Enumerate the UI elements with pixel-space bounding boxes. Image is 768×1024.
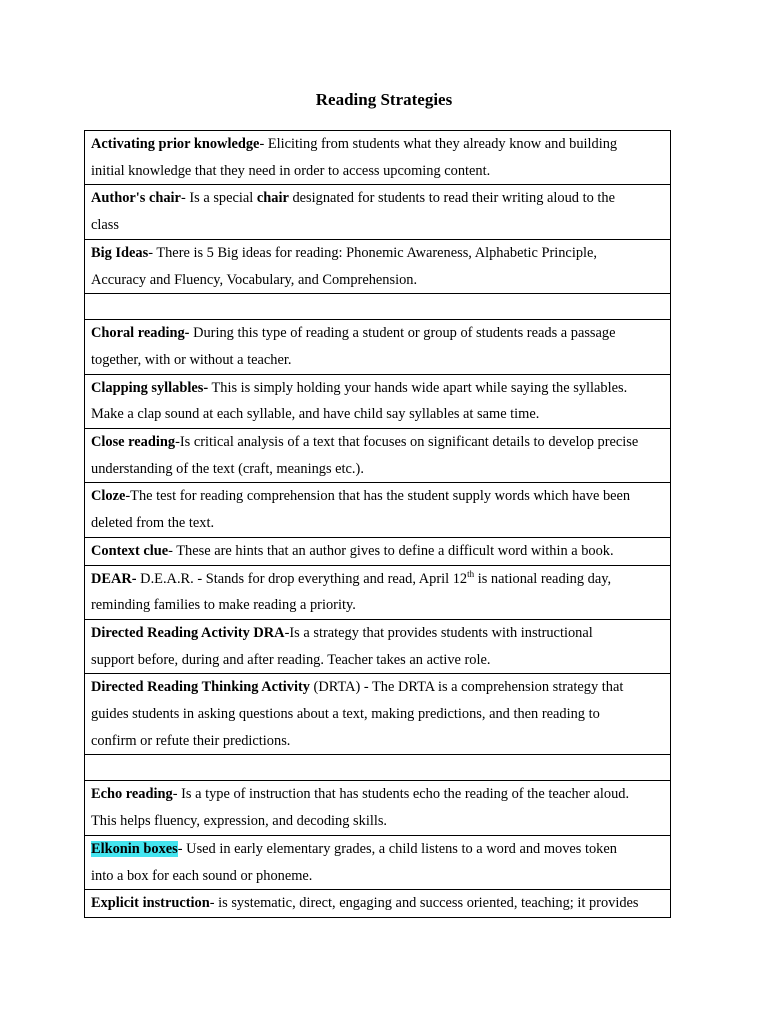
table-row	[85, 320, 671, 374]
table-row	[85, 374, 671, 428]
table-cell	[85, 835, 671, 889]
table-cell	[85, 131, 671, 185]
strategy-term: Explicit instruction	[91, 895, 210, 912]
definition-text: deleted from the text.	[91, 515, 215, 532]
table-cell	[85, 890, 671, 918]
table-row	[85, 131, 671, 185]
bold-word: chair	[256, 190, 289, 207]
table-row	[85, 835, 671, 889]
definition-text: confirm or refute their predictions.	[91, 732, 291, 749]
definition-text: (DRTA) - The DRTA is a comprehension strategy that	[309, 679, 624, 696]
definition-text: D.E.A.R. - Stands for drop everything and read, April 12	[136, 570, 468, 587]
definition-text: together, with or without a teacher.	[91, 351, 292, 368]
definition-text: This helps fluency, expression, and decoding skills.	[91, 813, 388, 830]
table-cell	[85, 565, 671, 619]
strategy-term: Close reading	[91, 434, 176, 451]
table-row	[85, 781, 671, 835]
definition-text: guides students in asking questions about a text, making predictions, and then reading to	[91, 706, 600, 723]
strategy-term: Big Ideas	[91, 244, 149, 261]
definition-text: - Is a special	[180, 190, 257, 207]
definition-text: During this type of reading a student or group of students reads a passage	[189, 325, 616, 342]
table-row	[85, 565, 671, 619]
strategy-term: Activating prior knowledge	[91, 136, 260, 152]
superscript: th	[467, 568, 475, 579]
definition-text: reminding families to make reading a priority.	[91, 597, 356, 614]
table-cell	[85, 239, 671, 293]
strategy-term: Directed Reading Activity DRA	[91, 624, 285, 641]
definition-text: support before, during and after reading. Teacher takes an active role.	[91, 651, 491, 668]
definition-text: - There is 5 Big ideas for reading: Phonemic Awareness, Alphabetic Principle,	[148, 244, 597, 261]
table-row	[85, 537, 671, 565]
definition-text: - These are hints that an author gives to define a difficult word within a book.	[168, 542, 614, 559]
definition-text: designated for students to read their writing aloud to the	[288, 190, 615, 207]
strategy-term: Directed Reading Thinking Activity	[91, 679, 310, 696]
table-cell	[85, 537, 671, 565]
table-row	[85, 429, 671, 483]
definition-text: understanding of the text (craft, meanings etc.).	[91, 460, 364, 477]
definition-text: Make a clap sound at each syllable, and have child say syllables at same time.	[91, 406, 540, 423]
definition-text: into a box for each sound or phoneme.	[91, 867, 313, 884]
definition-text: - Used in early elementary grades, a child listens to a word and moves token	[177, 840, 617, 857]
empty-row	[85, 755, 671, 781]
strategy-term: Echo reading	[91, 786, 173, 803]
strategy-term: Author's chair	[91, 190, 181, 207]
definition-text: -Is critical analysis of a text that focuses on significant details to develop precise	[175, 434, 639, 451]
table-cell	[85, 619, 671, 673]
strategies-table	[84, 130, 671, 918]
definition-text: is national reading day,	[474, 570, 612, 587]
table-cell	[85, 674, 671, 755]
table-cell	[85, 294, 671, 320]
table-cell	[85, 320, 671, 374]
table-cell	[85, 185, 671, 239]
definition-text: class	[91, 217, 119, 234]
definition-text: Accuracy and Fluency, Vocabulary, and Comprehension.	[91, 271, 418, 288]
table-cell	[85, 781, 671, 835]
page-title: Reading Strategies	[315, 90, 453, 109]
definition-text: -The test for reading comprehension that has the student supply words which have been	[125, 488, 631, 505]
table-cell	[85, 429, 671, 483]
table-cell	[85, 483, 671, 537]
definition-text: This is simply holding your hands wide apart while saying the syllables.	[208, 379, 628, 396]
table-row	[85, 239, 671, 293]
table-row	[85, 483, 671, 537]
highlighted-term: Elkonin boxes	[91, 840, 178, 857]
table-cell	[85, 374, 671, 428]
definition-text: initial knowledge that they need in order to access upcoming content.	[91, 162, 491, 179]
table-row	[85, 619, 671, 673]
table-cell	[85, 755, 671, 781]
table-row	[85, 890, 671, 918]
table-row	[85, 185, 671, 239]
definition-text: - Is a type of instruction that has students echo the reading of the teacher aloud.	[172, 786, 630, 803]
strategy-term: DEAR-	[91, 570, 137, 587]
table-row	[85, 674, 671, 755]
strategy-term: Context clue	[91, 542, 169, 559]
strategy-term: Cloze	[91, 488, 126, 505]
strategy-term: Choral reading-	[91, 325, 190, 342]
definition-text: -Is a strategy that provides students with instructional	[284, 624, 593, 641]
empty-row	[85, 294, 671, 320]
definition-text: - Eliciting from students what they already know and building	[259, 136, 618, 152]
strategy-term: Clapping syllables-	[91, 379, 209, 396]
definition-text: - is systematic, direct, engaging and success oriented, teaching; it provides	[209, 895, 639, 912]
